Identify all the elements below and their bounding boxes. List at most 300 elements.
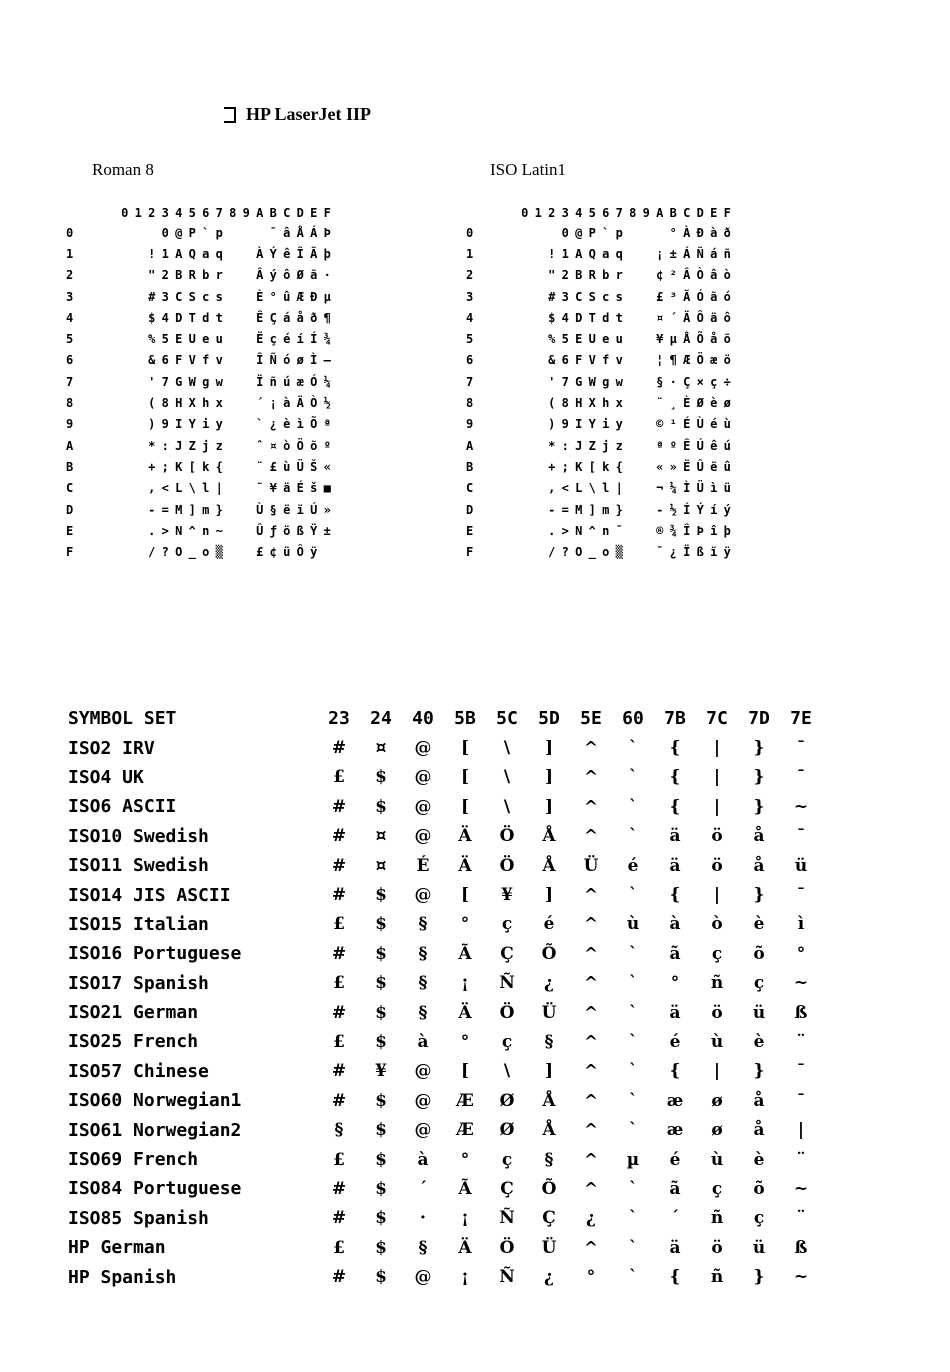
char-cell: º: [323, 438, 331, 453]
symbol-cell: é: [669, 1031, 681, 1052]
char-cell: a: [602, 246, 610, 261]
char-cell: Þ: [696, 523, 704, 538]
char-cell: ¸: [669, 396, 677, 411]
table-row: [68, 1115, 822, 1144]
char-cell: Ñ: [696, 246, 704, 261]
symbol-cell: Ç: [500, 943, 514, 964]
char-cell: Ã: [310, 246, 318, 261]
char-cell: Q: [588, 246, 596, 261]
char-cell: ¤: [656, 310, 664, 325]
table-row: [66, 478, 334, 499]
code-header: 5C: [496, 708, 518, 730]
table-row: [68, 792, 822, 821]
char-cell: Q: [188, 246, 196, 261]
char-cell: o: [602, 545, 610, 560]
symbol-set-name: ISO15 Italian: [68, 913, 209, 935]
char-cell: µ: [669, 332, 677, 347]
char-cell: Ô: [696, 310, 704, 325]
symbol-cell: è: [753, 1031, 765, 1052]
char-cell: ª: [656, 438, 664, 453]
symbol-cell: `: [628, 826, 638, 847]
char-cell: m: [202, 502, 210, 517]
symbol-cell: Ö: [499, 1002, 515, 1023]
char-cell: ¤: [269, 438, 277, 453]
symbol-cell: §: [418, 1002, 428, 1023]
char-cell: ³: [669, 289, 677, 304]
symbol-cell: }: [753, 796, 765, 817]
table-row: [466, 328, 734, 349]
column-header: 6: [602, 206, 610, 220]
column-header: 9: [642, 206, 650, 220]
char-cell: ©: [656, 417, 664, 432]
symbol-cell: `: [628, 1061, 638, 1082]
symbol-cell: #: [331, 1178, 347, 1199]
symbol-cell: \: [503, 767, 511, 788]
char-cell: Ù: [696, 417, 704, 432]
char-cell: Ó: [310, 374, 318, 389]
symbol-cell: Å: [542, 1090, 556, 1111]
char-cell: é: [283, 332, 291, 347]
symbol-cell: Ã: [458, 1178, 472, 1199]
char-cell: ¯: [656, 545, 664, 560]
symbol-set-name: ISO4 UK: [68, 766, 144, 788]
char-cell: Ø: [296, 268, 304, 283]
table-row: [68, 1262, 822, 1291]
char-cell: Ö: [296, 438, 304, 453]
char-cell: ø: [296, 353, 304, 368]
char-cell: ²: [669, 268, 677, 283]
char-cell: à: [710, 225, 718, 240]
table-row: [66, 222, 334, 243]
table-row: [66, 414, 334, 435]
char-cell: z: [215, 438, 223, 453]
table-row: [68, 1204, 822, 1233]
char-cell: 1: [561, 246, 569, 261]
row-label: B: [66, 459, 74, 474]
char-cell: á: [710, 246, 718, 261]
column-header: 2: [148, 206, 156, 220]
code-header: 5D: [538, 708, 560, 730]
char-cell: K: [175, 459, 183, 474]
char-cell: ê: [283, 246, 291, 261]
table-row: [466, 222, 734, 243]
char-cell: ': [148, 374, 156, 389]
char-cell: 8: [161, 396, 169, 411]
char-cell: È: [256, 289, 264, 304]
char-cell: j: [602, 438, 610, 453]
char-cell: `: [256, 417, 264, 432]
char-cell: õ: [310, 438, 318, 453]
char-cell: î: [710, 523, 718, 538]
table-row: [66, 286, 334, 307]
symbol-cell: `: [628, 1208, 638, 1229]
char-cell: ÷: [723, 374, 731, 389]
char-cell: Š: [310, 459, 318, 474]
symbol-cell: µ: [626, 1149, 640, 1170]
symbol-cell: Õ: [541, 1178, 557, 1199]
symbol-cell: ´: [418, 1178, 428, 1199]
char-cell: e: [602, 332, 610, 347]
char-cell: d: [202, 310, 210, 325]
table-row: [66, 307, 334, 328]
char-cell: _: [588, 545, 596, 560]
char-cell: !: [148, 246, 156, 261]
char-cell: ø: [723, 396, 731, 411]
char-cell: H: [575, 396, 583, 411]
char-cell: Â: [683, 268, 691, 283]
char-cell: g: [202, 374, 210, 389]
symbol-cell: ¤: [375, 826, 387, 847]
char-cell: Ò: [310, 396, 318, 411]
row-label: 4: [466, 310, 474, 325]
symbol-cell: `: [628, 1002, 638, 1023]
column-header: 5: [188, 206, 196, 220]
char-cell: æ: [710, 353, 718, 368]
char-cell: W: [188, 374, 196, 389]
char-cell: <: [161, 481, 169, 496]
char-cell: Õ: [310, 417, 318, 432]
symbol-cell: `: [628, 796, 638, 817]
char-cell: å: [296, 310, 304, 325]
symbol-cell: ·: [420, 1208, 426, 1229]
char-cell: ?: [561, 545, 569, 560]
char-cell: ]: [188, 502, 196, 517]
char-cell: J: [175, 438, 183, 453]
column-header: D: [696, 206, 704, 220]
symbol-set-name: HP German: [68, 1237, 166, 1259]
char-cell: «: [656, 459, 664, 474]
char-cell: ù: [283, 459, 291, 474]
column-header: 8: [629, 206, 637, 220]
char-cell: Á: [683, 246, 691, 261]
row-label: D: [66, 502, 74, 517]
code-header: 7B: [664, 708, 686, 730]
char-cell: í: [710, 502, 718, 517]
char-cell: =: [161, 502, 169, 517]
symbol-cell: °: [670, 973, 680, 994]
char-cell: ¥: [269, 481, 277, 496]
symbol-cell: §: [544, 1031, 554, 1052]
char-cell: Í: [310, 332, 318, 347]
symbol-cell: `: [628, 943, 638, 964]
table-row: [68, 822, 822, 851]
char-cell: t: [615, 310, 623, 325]
char-cell: ý: [723, 502, 731, 517]
symbol-cell: ç: [501, 914, 513, 935]
row-label: 1: [466, 246, 474, 261]
char-cell: ç: [269, 332, 277, 347]
symbol-cell: Ñ: [499, 973, 515, 994]
char-cell: Î: [296, 246, 304, 261]
char-cell: /: [548, 545, 556, 560]
symbol-cell: `: [628, 1267, 638, 1288]
symbol-cell: é: [669, 1149, 681, 1170]
symbol-cell: $: [375, 1149, 387, 1170]
char-cell: Â: [256, 268, 264, 283]
char-cell: ^: [188, 523, 196, 538]
char-cell: 3: [561, 289, 569, 304]
char-cell: L: [175, 481, 183, 496]
symbol-cell: $: [375, 1208, 387, 1229]
symbol-cell: #: [331, 796, 347, 817]
symbol-cell: ¡: [461, 973, 469, 994]
char-cell: ■: [323, 481, 331, 496]
symbol-cell: ]: [544, 1061, 554, 1082]
table-row: [466, 414, 734, 435]
char-cell: Á: [310, 225, 318, 240]
symbol-cell: ^: [583, 1149, 599, 1170]
row-label: F: [66, 545, 74, 560]
char-cell: U: [588, 332, 596, 347]
symbol-cell: ä: [669, 826, 681, 847]
column-header: E: [710, 206, 718, 220]
symbol-header-row: [68, 704, 822, 733]
char-cell: Ê: [256, 310, 264, 325]
symbol-cell: {: [669, 1267, 681, 1288]
char-cell: Ä: [296, 396, 304, 411]
char-cell: w: [215, 374, 223, 389]
symbol-cell: $: [375, 1237, 387, 1258]
char-cell: :: [161, 438, 169, 453]
char-cell: q: [615, 246, 623, 261]
char-cell: $: [148, 310, 156, 325]
symbol-cell: [: [460, 738, 470, 759]
symbol-cell: ç: [501, 1149, 513, 1170]
table-row: [68, 851, 822, 880]
char-cell: £: [269, 459, 277, 474]
char-cell: 5: [161, 332, 169, 347]
char-cell: \: [188, 481, 196, 496]
char-cell: Ý: [696, 502, 704, 517]
char-cell: [: [588, 459, 596, 474]
char-cell: ð: [723, 225, 731, 240]
symbol-cell: ^: [583, 1061, 599, 1082]
char-cell: Ú: [310, 502, 318, 517]
column-header: 2: [548, 206, 556, 220]
table-row: [68, 880, 822, 909]
char-cell: C: [175, 289, 183, 304]
char-cell: ä: [710, 310, 718, 325]
char-cell: Ý: [269, 246, 277, 261]
char-cell: #: [548, 289, 556, 304]
char-cell: O: [175, 545, 183, 560]
char-cell: N: [575, 523, 583, 538]
char-cell: v: [215, 353, 223, 368]
symbol-cell: @: [414, 1061, 432, 1082]
symbol-cell: ß: [794, 1002, 808, 1023]
column-header: 3: [561, 206, 569, 220]
symbol-cell: $: [375, 1031, 387, 1052]
char-cell: ù: [723, 417, 731, 432]
row-label: 6: [466, 353, 474, 368]
char-cell: ì: [296, 417, 304, 432]
char-cell: ò: [723, 268, 731, 283]
symbol-cell: ¯: [796, 767, 806, 788]
char-cell: l: [202, 481, 210, 496]
symbol-cell: ç: [711, 1178, 723, 1199]
symbol-cell: #: [331, 738, 347, 759]
row-label: B: [466, 459, 474, 474]
symbol-cell: ö: [711, 1002, 723, 1023]
symbol-cell: §: [544, 1149, 554, 1170]
row-label: C: [466, 481, 474, 496]
symbol-cell: {: [669, 767, 681, 788]
symbol-cell: ç: [501, 1031, 513, 1052]
char-cell: Ô: [296, 545, 304, 560]
char-cell: ~: [215, 523, 223, 538]
char-cell: V: [588, 353, 596, 368]
char-cell: ö: [723, 353, 731, 368]
symbol-cell: `: [628, 1120, 638, 1141]
symbol-cell: Å: [542, 826, 556, 847]
char-cell: ;: [161, 459, 169, 474]
table-row: [66, 392, 334, 413]
char-cell: Þ: [323, 225, 331, 240]
symbol-cell: ù: [626, 914, 640, 935]
char-cell: ¢: [656, 268, 664, 283]
char-cell: 9: [561, 417, 569, 432]
char-cell: G: [575, 374, 583, 389]
char-cell: 4: [161, 310, 169, 325]
char-cell: ´: [256, 396, 264, 411]
symbol-cell: Ö: [499, 826, 515, 847]
symbol-cell: [: [460, 767, 470, 788]
char-cell: Æ: [683, 353, 691, 368]
char-cell: K: [575, 459, 583, 474]
char-cell: æ: [296, 374, 304, 389]
char-cell: ß: [296, 523, 304, 538]
symbol-cell: @: [414, 767, 432, 788]
table-row: [68, 763, 822, 792]
char-cell: Ë: [256, 332, 264, 347]
table-row: [66, 265, 334, 286]
symbol-set-name: ISO69 French: [68, 1149, 199, 1171]
table-row: [68, 1057, 822, 1086]
symbol-cell: ]: [544, 885, 554, 906]
symbol-cell: ù: [710, 1149, 724, 1170]
char-cell: u: [215, 332, 223, 347]
symbol-cell: ø: [711, 1090, 723, 1111]
char-cell: S: [188, 289, 196, 304]
table-row: [466, 307, 734, 328]
symbol-cell: ç: [753, 973, 765, 994]
char-cell: g: [602, 374, 610, 389]
char-cell: ¶: [323, 310, 331, 325]
symbol-cell: @: [414, 796, 432, 817]
symbol-cell: ~: [793, 1178, 809, 1199]
symbol-cell: Ä: [458, 1237, 472, 1258]
table-row: [466, 265, 734, 286]
char-cell: z: [615, 438, 623, 453]
symbol-cell: ^: [583, 943, 599, 964]
table-row: [68, 733, 822, 762]
char-cell: `: [202, 225, 210, 240]
char-cell: R: [588, 268, 596, 283]
char-cell: -: [148, 502, 156, 517]
char-cell: ?: [161, 545, 169, 560]
char-cell: Y: [188, 417, 196, 432]
char-cell: Û: [696, 459, 704, 474]
symbol-cell: ^: [583, 1178, 599, 1199]
char-cell: ▒: [215, 545, 223, 560]
column-header: 8: [229, 206, 237, 220]
char-cell: â: [283, 225, 291, 240]
column-header: 1: [134, 206, 142, 220]
char-cell: J: [575, 438, 583, 453]
char-cell: ï: [710, 545, 718, 560]
char-cell: ó: [723, 289, 731, 304]
char-cell: `: [602, 225, 610, 240]
symbol-cell: @: [414, 1267, 432, 1288]
symbol-cell: |: [713, 767, 721, 788]
char-cell: û: [723, 459, 731, 474]
char-cell: ¯: [269, 225, 277, 240]
char-cell: 6: [561, 353, 569, 368]
row-label: E: [466, 523, 474, 538]
symbol-cell: ñ: [710, 973, 724, 994]
table-row: [466, 520, 734, 541]
column-header: E: [310, 206, 318, 220]
symbol-cell: Ä: [458, 855, 472, 876]
column-header: 4: [175, 206, 183, 220]
document-header: [224, 104, 371, 125]
symbol-set-name: ISO2 IRV: [68, 737, 155, 759]
symbol-cell: {: [669, 738, 681, 759]
char-cell: ¼: [669, 481, 677, 496]
char-cell: Ø: [696, 396, 704, 411]
char-cell: Ë: [683, 459, 691, 474]
char-cell: {: [215, 459, 223, 474]
char-cell: L: [575, 481, 583, 496]
char-cell: ˜: [256, 481, 264, 496]
code-header: 7E: [790, 708, 812, 730]
char-cell: ,: [548, 481, 556, 496]
symbol-cell: |: [713, 738, 721, 759]
symbol-cell: }: [753, 885, 765, 906]
symbol-cell: ~: [793, 973, 809, 994]
char-cell: #: [148, 289, 156, 304]
symbol-cell: à: [669, 914, 681, 935]
symbol-cell: ì: [797, 914, 805, 935]
char-cell: à: [283, 396, 291, 411]
symbol-cell: ß: [794, 1237, 808, 1258]
char-cell: Ì: [310, 353, 318, 368]
char-cell: ¼: [323, 374, 331, 389]
symbol-set-name: ISO60 Norwegian1: [68, 1090, 242, 1112]
symbol-cell: Æ: [456, 1120, 474, 1141]
char-cell: X: [188, 396, 196, 411]
column-header: F: [723, 206, 731, 220]
symbol-cell: ~: [793, 796, 809, 817]
symbol-cell: ¤: [375, 738, 387, 759]
symbol-cell: }: [753, 767, 765, 788]
char-cell: ®: [656, 523, 664, 538]
row-label: 8: [66, 396, 74, 411]
symbol-cell: ¯: [796, 738, 806, 759]
symbol-set-name: ISO57 Chinese: [68, 1060, 209, 1082]
char-cell: ¶: [669, 353, 677, 368]
char-cell: ñ: [723, 246, 731, 261]
symbol-set-table: [68, 704, 822, 1292]
char-cell: F: [175, 353, 183, 368]
char-cell: Z: [188, 438, 196, 453]
char-cell: 1: [161, 246, 169, 261]
column-header: C: [283, 206, 291, 220]
symbol-cell: `: [628, 1090, 638, 1111]
char-cell: D: [575, 310, 583, 325]
symbol-cell: §: [334, 1120, 344, 1141]
symbol-set-name: ISO84 Portuguese: [68, 1178, 242, 1200]
